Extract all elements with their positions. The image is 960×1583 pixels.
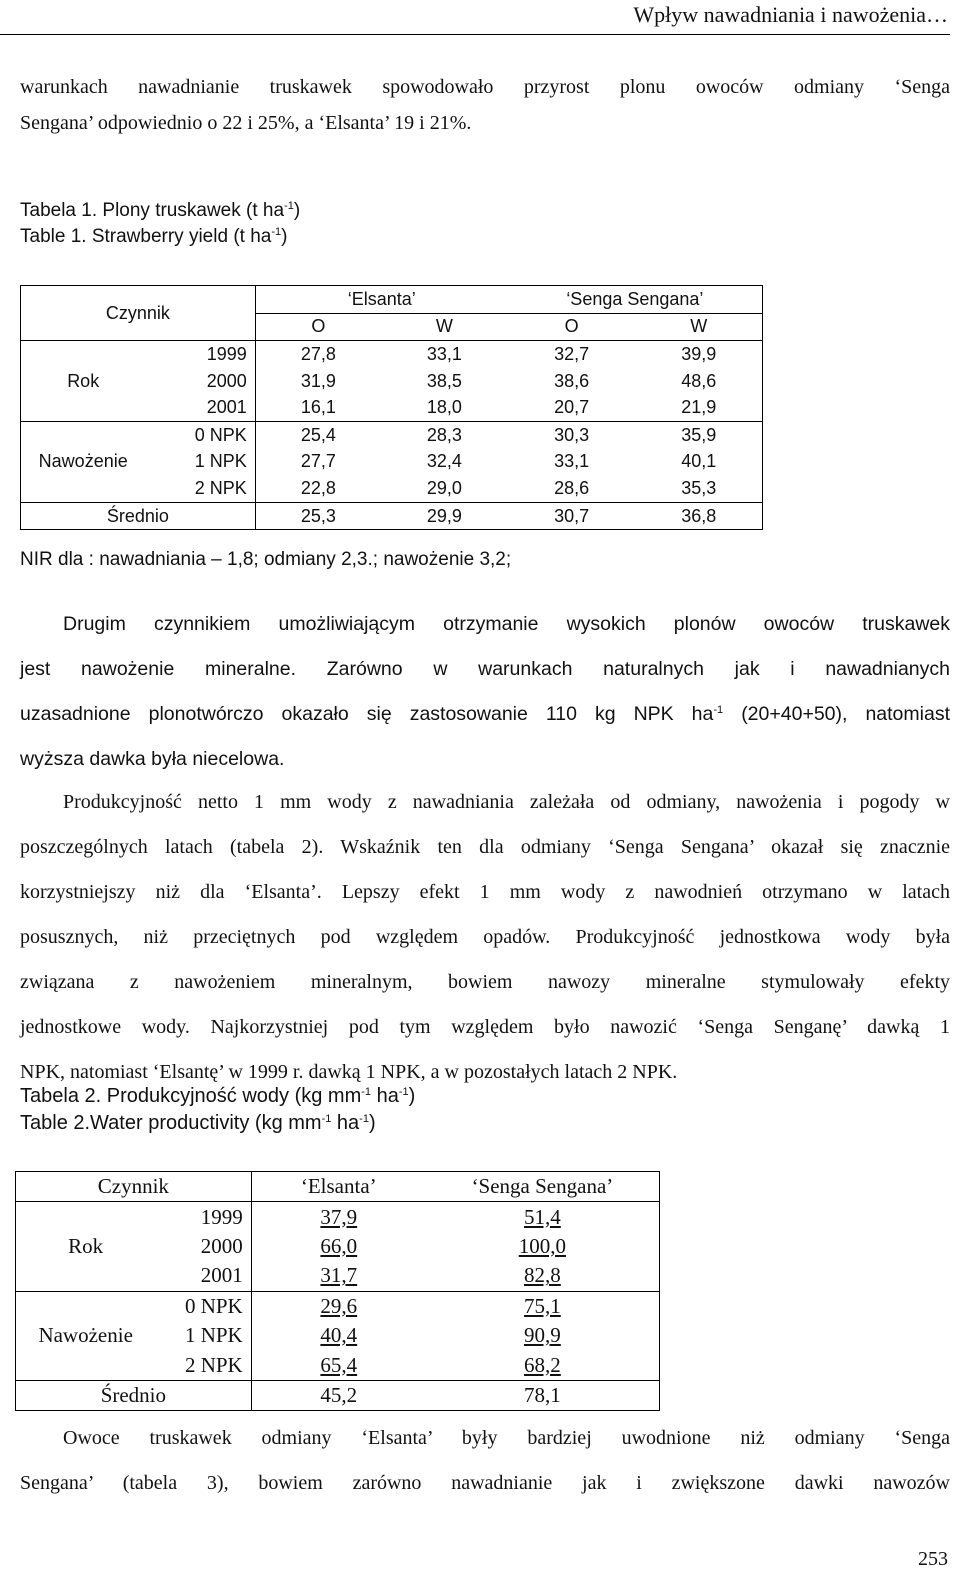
- cell: 68,2: [426, 1350, 660, 1380]
- cell: 33,1: [554, 451, 590, 472]
- table2-caption-en: [20, 1110, 376, 1136]
- cell: 31,7: [251, 1261, 426, 1291]
- table-row: [21, 341, 763, 368]
- table2-caption-pl: [20, 1083, 415, 1109]
- row-level: 2001: [200, 1263, 243, 1288]
- para3-line-1: Owoce truskawek odmiany ‘Elsanta’ były bardziej uwodnione niż odmiany ‘Senga: [63, 1427, 950, 1449]
- intro-line-2: Sengana’ odpowiednio o 22 i 25%, a ‘Elsanta’ 19 i 21%.: [20, 112, 472, 134]
- table1-caption-pl-text: Tabela 1. Plony truskawek (t ha: [20, 200, 285, 221]
- table2-caption-en-sup1: -1: [321, 1113, 332, 1125]
- cell: 38,5: [426, 370, 462, 391]
- para1-line-3: [20, 692, 950, 737]
- paragraph-3: [20, 1416, 950, 1506]
- cell: 29,9: [381, 502, 508, 530]
- table1-caption-pl-sup: -1: [284, 200, 294, 212]
- cell: 51,4: [426, 1202, 660, 1232]
- cell: 30,7: [508, 502, 636, 530]
- cell: 29,6: [251, 1291, 426, 1321]
- para1-line-3-sup: -1: [713, 704, 724, 716]
- para2-line-6: jednostkowe wody. Najkorzystniej pod tym względem było nawozić ‘Senga Senganę’ dawką 1: [20, 1016, 950, 1038]
- water-productivity-table: [15, 1171, 660, 1411]
- table-row: [21, 421, 763, 448]
- table2-caption-en-sup2: -1: [359, 1113, 369, 1125]
- table2-caption-pl-sup2: -1: [398, 1086, 409, 1098]
- table-header-row: [16, 1172, 660, 1202]
- mean-label: Średnio: [21, 502, 256, 530]
- table1-caption-en-sup: -1: [271, 226, 282, 238]
- cell: 33,1: [381, 341, 508, 368]
- para2-line-1: Produkcyjność netto 1 mm wody z nawadniania zależała od odmiany, nawożenia i pogody w: [63, 791, 950, 813]
- cell: 20,7: [554, 397, 590, 418]
- row-level: 0 NPK: [155, 1291, 251, 1321]
- table1-caption-pl-end: ): [293, 200, 301, 221]
- group-label-nawozenie: Nawożenie: [16, 1291, 156, 1380]
- table2-caption-en-text-b: ha: [331, 1112, 360, 1134]
- cell: 39,9: [636, 341, 763, 368]
- cell: 37,9: [251, 1202, 426, 1232]
- para1-line-4: wyższa dawka była niecelowa.: [20, 748, 285, 770]
- variety-header-senga: ‘Senga Sengana’: [426, 1172, 660, 1202]
- cell: 35,9: [636, 421, 763, 448]
- subheader-w: W: [381, 313, 508, 341]
- cell: 21,9: [636, 394, 763, 421]
- cell: 16,1: [255, 394, 381, 421]
- table1-caption-pl: [20, 198, 300, 224]
- row-level: 2 NPK: [184, 1352, 243, 1377]
- table-row: [16, 1291, 660, 1321]
- cell: 65,4: [251, 1350, 426, 1380]
- subheader-o: O: [255, 313, 381, 341]
- nir-note: NIR dla : nawadniania – 1,8; odmiany 2,3.; nawożenie 3,2;: [20, 549, 512, 570]
- cell: 48,6: [636, 368, 763, 395]
- cell: 40,1: [636, 449, 763, 476]
- page-number: 253: [918, 1548, 948, 1570]
- variety-header-elsanta: ‘Elsanta’: [251, 1172, 426, 1202]
- mean-label: Średnio: [16, 1380, 252, 1410]
- cell: 40,4: [251, 1321, 426, 1350]
- para1-line-3-end: (20+40+50), natomiast: [723, 703, 950, 725]
- paragraph-2: [20, 780, 950, 1095]
- table1-caption-en-text: Table 1. Strawberry yield (t ha: [20, 226, 272, 247]
- group-label-rok: Rok: [16, 1202, 156, 1291]
- cell: 90,9: [426, 1321, 660, 1350]
- group-label-nawozenie: Nawożenie: [21, 421, 146, 502]
- yield-table: [20, 285, 763, 530]
- cell: 82,8: [426, 1261, 660, 1291]
- subheader-w: W: [636, 313, 763, 341]
- header-rule: [0, 34, 950, 35]
- para3-line-2: Sengana’ (tabela 3), bowiem zarówno nawadnianie jak i zwiększone dawki nawozów: [20, 1472, 950, 1494]
- cell: 38,6: [554, 370, 590, 391]
- table-mean-row: [21, 502, 763, 530]
- table-row: [16, 1202, 660, 1232]
- para2-line-5: związana z nawożeniem mineralnym, bowiem nawozy mineralne stymulowały efekty: [20, 971, 950, 993]
- cell: 22,8: [255, 475, 381, 502]
- group-label-rok: Rok: [21, 341, 146, 422]
- intro-line-1: warunkach nawadnianie truskawek spowodowało przyrost plonu owoców odmiany ‘Senga: [20, 76, 950, 98]
- table-mean-row: [16, 1380, 660, 1410]
- factor-header: Czynnik: [21, 286, 256, 341]
- cell: 25,4: [255, 421, 381, 448]
- cell: 35,3: [636, 475, 763, 502]
- cell: 75,1: [426, 1291, 660, 1321]
- cell: 45,2: [251, 1380, 426, 1410]
- row-level: 1 NPK: [184, 1323, 243, 1348]
- row-level: 0 NPK: [145, 421, 255, 448]
- cell: 27,7: [255, 449, 381, 476]
- cell: 66,0: [251, 1232, 426, 1261]
- table2-caption-pl-text: Tabela 2. Produkcyjność wody (kg mm: [20, 1085, 362, 1107]
- row-level: 1999: [145, 341, 255, 368]
- table2-caption-en-text: Table 2.Water productivity (kg mm: [20, 1112, 322, 1134]
- cell: 32,4: [426, 451, 462, 472]
- cell: 31,9: [255, 368, 381, 395]
- para2-line-2: poszczególnych latach (tabela 2). Wskaźnik ten dla odmiany ‘Senga Sengana’ okazał się znacznie: [20, 836, 950, 858]
- intro-paragraph: [20, 69, 950, 141]
- row-level: 2001: [206, 397, 247, 418]
- table2-caption-pl-sup1: -1: [361, 1086, 372, 1098]
- table2-caption-en-end: ): [368, 1112, 376, 1134]
- table1-caption-en-end: ): [281, 226, 288, 247]
- row-level: 1 NPK: [194, 451, 247, 472]
- para2-line-7: NPK, natomiast ‘Elsantę’ w 1999 r. dawką 1 NPK, a w pozostałych latach 2 NPK.: [20, 1061, 678, 1083]
- cell: 28,6: [554, 477, 590, 498]
- para2-line-4: posusznych, niż przeciętnych pod względem opadów. Produkcyjność jednostkowa wody była: [20, 926, 950, 948]
- table-header-row: [21, 286, 763, 314]
- running-title: Wpływ nawadniania i nawożenia…: [633, 2, 948, 27]
- cell: 100,0: [426, 1232, 660, 1261]
- row-level: 2 NPK: [194, 477, 247, 498]
- cell: 18,0: [426, 397, 462, 418]
- cell: 27,8: [255, 341, 381, 368]
- cell: 32,7: [508, 341, 636, 368]
- para2-line-3: korzystniejszy niż dla ‘Elsanta’. Lepszy efekt 1 mm wody z nawodnień otrzymano w latach: [20, 881, 950, 903]
- subheader-o: O: [508, 313, 636, 341]
- factor-header: Czynnik: [16, 1172, 252, 1202]
- cell: 28,3: [381, 421, 508, 448]
- para1-line-2: jest nawożenie mineralne. Zarówno w warunkach naturalnych jak i nawadnianych: [20, 658, 950, 680]
- cell: 78,1: [426, 1380, 660, 1410]
- para1-line-1: Drugim czynnikiem umożliwiającym otrzymanie wysokich plonów owoców truskawek: [63, 613, 950, 635]
- table2-caption-pl-text-b: ha: [371, 1085, 399, 1107]
- cell: 30,3: [508, 421, 636, 448]
- para1-line-3-text: uzasadnione plonotwórczo okazało się zastosowanie 110 kg NPK ha: [20, 703, 714, 725]
- cell: 36,8: [636, 502, 763, 530]
- variety-header-senga: ‘Senga Sengana’: [508, 286, 763, 314]
- cell: 25,3: [255, 502, 381, 530]
- table1-caption-en: [20, 224, 287, 250]
- row-level: 2000: [200, 1233, 243, 1258]
- variety-header-elsanta: ‘Elsanta’: [255, 286, 508, 314]
- table2-caption-pl-end: ): [408, 1085, 416, 1107]
- row-level: 2000: [206, 370, 247, 391]
- cell: 29,0: [426, 477, 462, 498]
- row-level: 1999: [155, 1202, 251, 1232]
- paragraph-1: [20, 602, 950, 782]
